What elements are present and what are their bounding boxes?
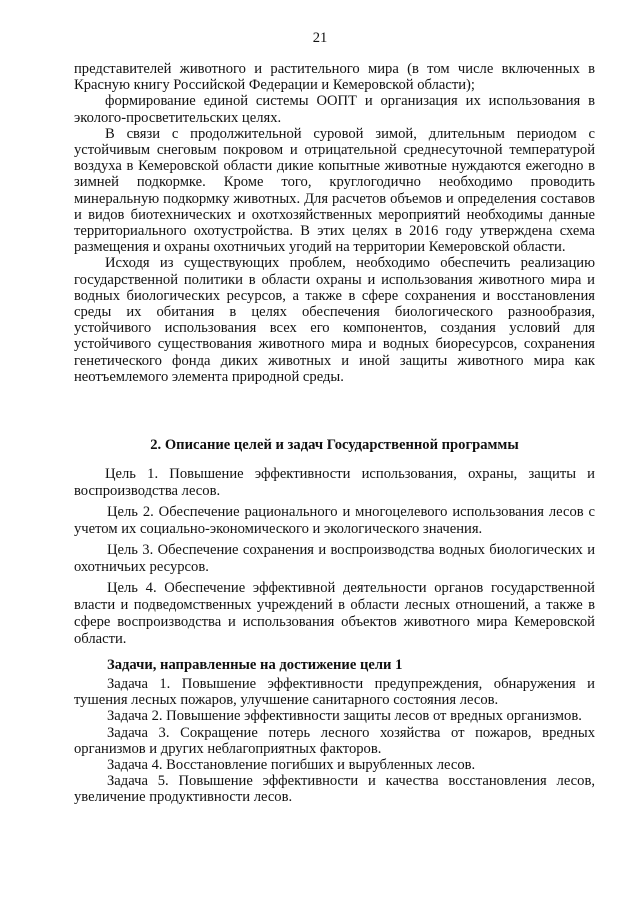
task-1: Задача 1. Повышение эффективности предупреждения, обнаружения и тушения лесных пожаров, улучшение санитарного состояния лесов.	[74, 676, 595, 709]
goal-2: Цель 2. Обеспечение рационального и многоцелевого использования лесов с учетом их социально-экономического и экологического значения.	[74, 504, 595, 537]
goal-3: Цель 3. Обеспечение сохранения и воспроизводства водных биологических и охотничьих ресурсов.	[74, 542, 595, 575]
task-2: Задача 2. Повышение эффективности защиты лесов от вредных организмов.	[107, 708, 582, 725]
intro-paragraph-4: Исходя из существующих проблем, необходимо обеспечить реализацию государственной политики в области охраны и использования животного мира и водных биологических ресурсов, а также в сфере сохранения и восстановления среды их обитания в целях обеспечения биологического разнообразия, устойчивого использования всех его компонентов, создания условий для устойчивого существования животного мира и водных биоресурсов, сохранения генетического фонда диких животных и иной защиты животного мира как неотъемлемого элемента природной среды.	[74, 255, 595, 385]
goal-4: Цель 4. Обеспечение эффективной деятельности органов государственной власти и подведомственных учреждений в области лесных отношений, а также в сфере воспроизводства и использования объектов животного мира Кемеровской области.	[74, 580, 595, 647]
task-3: Задача 3. Сокращение потерь лесного хозяйства от пожаров, вредных организмов и других неблагоприятных факторов.	[74, 724, 595, 757]
intro-text	[74, 61, 595, 385]
intro-paragraph-2: формирование единой системы ООПТ и организация их использования в эколого-просветительских целях.	[74, 93, 595, 126]
task-5: Задача 5. Повышение эффективности и качества восстановления лесов, увеличение продуктивности лесов.	[74, 773, 595, 806]
section-heading: 2. Описание целей и задач Государственной программы	[150, 437, 519, 453]
intro-paragraph-3: В связи с продолжительной суровой зимой, длительным периодом с устойчивым снеговым покровом и отрицательной среднесуточной температурой воздуха в Кемеровской области дикие копытные животные нуждаются ежегодно в зимней подкормке. Кроме того, круглогодично необходимо проводить минеральную подкормку животных. Для расчетов объемов и определения составов и видов биотехнических и охотхозяйственных мероприятий необходимы данные территориального охотустройства. В этих целях в 2016 году утверждена схема размещения и охраны охотничьих угодий на территории Кемеровской области.	[74, 125, 595, 256]
page-number: 21	[312, 30, 328, 46]
task-4: Задача 4. Восстановление погибших и вырубленных лесов.	[107, 757, 476, 774]
goal-1: Цель 1. Повышение эффективности использования, охраны, защиты и воспроизводства лесов.	[74, 466, 595, 499]
goals-list	[74, 466, 595, 648]
intro-paragraph-1: представителей животного и растительного мира (в том числе включенных в Красную книгу Российской Федерации и Кемеровской области);	[74, 61, 595, 94]
tasks-list	[74, 676, 595, 806]
tasks-heading: Задачи, направленные на достижение цели 1	[107, 657, 403, 673]
